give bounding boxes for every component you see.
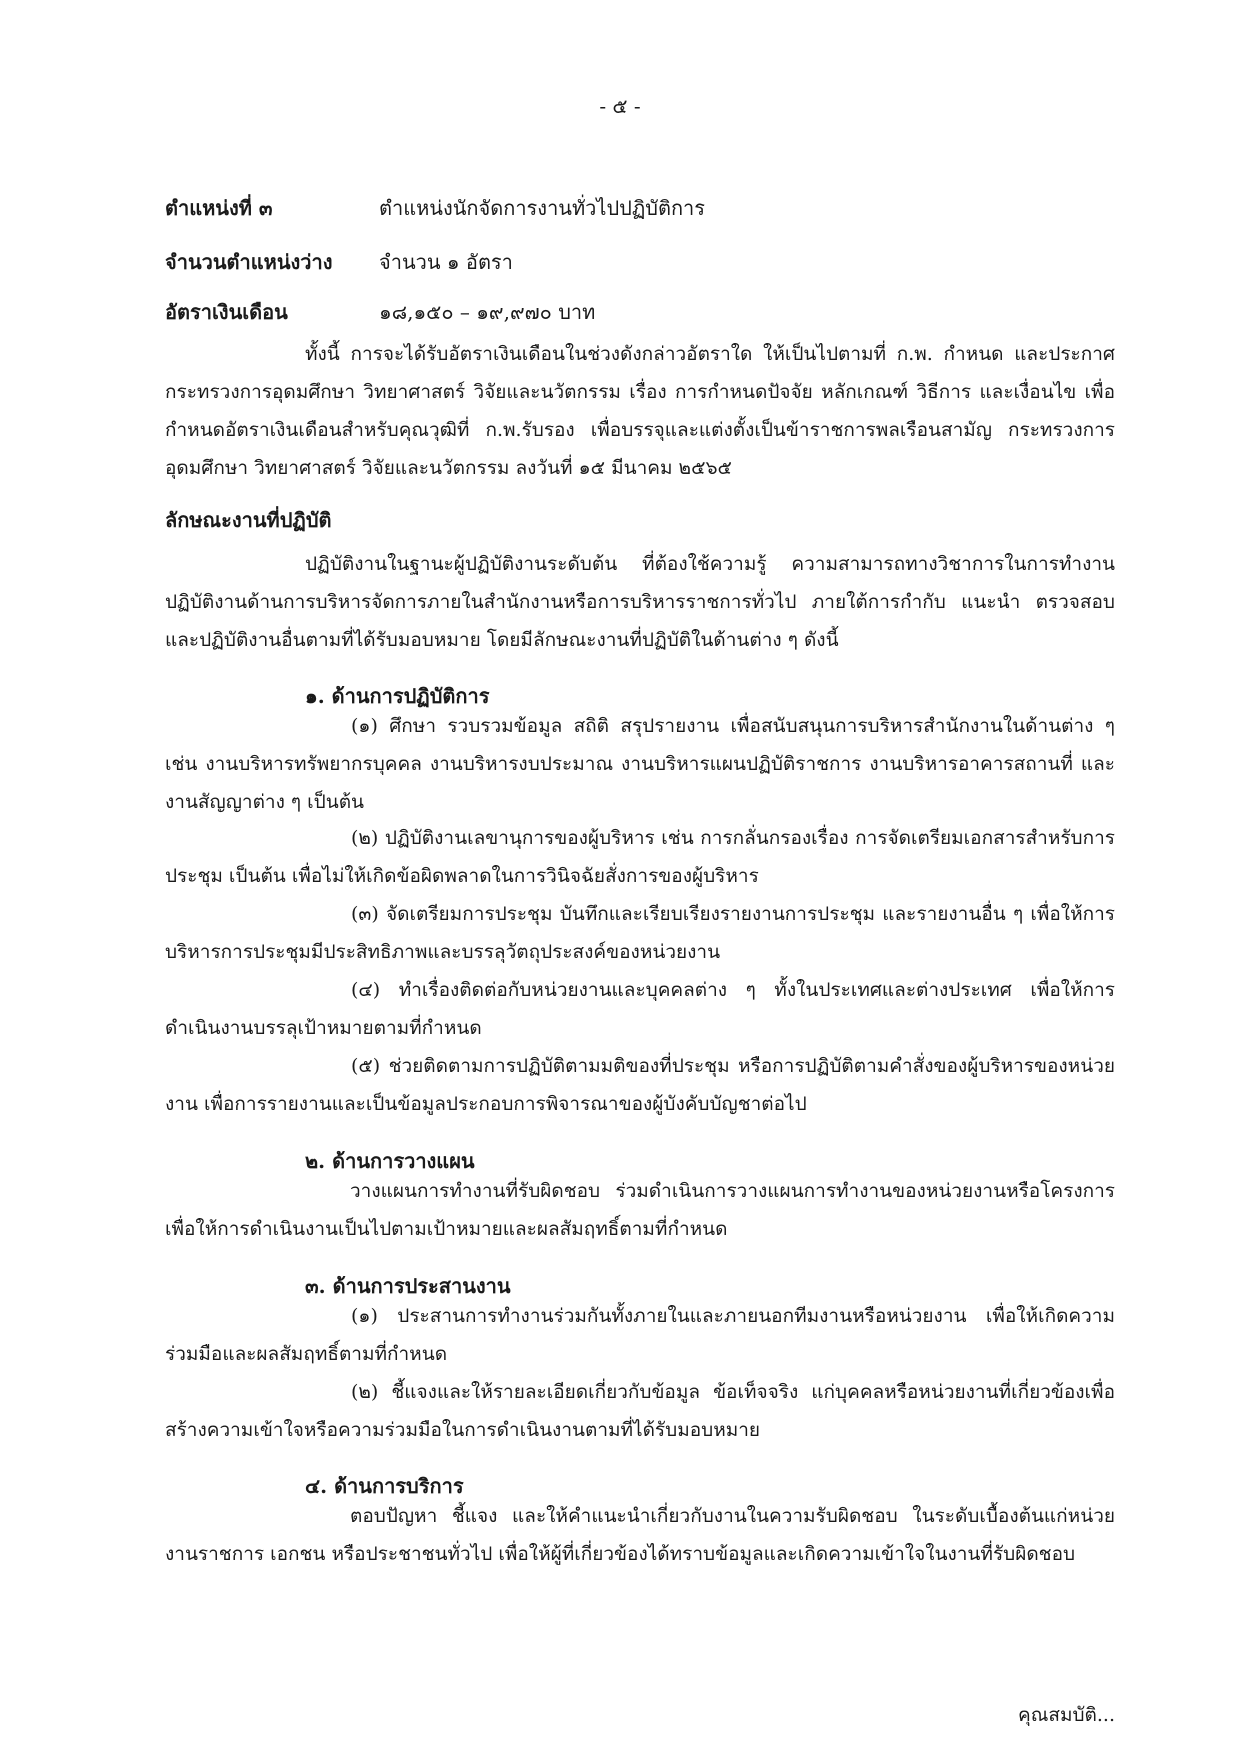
continuation-text: คุณสมบัติ... [1018,1704,1115,1726]
position-label: ตำแหน่งที่ ๓ [165,196,273,220]
section1-item-3: (๓) จัดเตรียมการประชุม บันทึกและเรียบเรียงรายงานการประชุม และรายงานอื่น ๆ เพื่อให้การบริหารการประชุมมีประสิทธิภาพและบรรลุวัตถุประสงค์ของหน่วยงาน [165,903,1115,963]
section4-text: ตอบปัญหา ชี้แจง และให้คำแนะนำเกี่ยวกับงานในความรับผิดชอบ ในระดับเบื้องต้นแก่หน่วยงานราชการ เอกชน หรือประชาชนทั่วไป เพื่อให้ผู้ที่เกี่ยวข้องได้ทราบข้อมูลและเกิดความเข้าใจในงานที่รับผิดชอบ [165,1505,1115,1565]
section2-title: ๒. ด้านการวางแผน [305,1149,475,1173]
salary-note: ทั้งนี้ การจะได้รับอัตราเงินเดือนในช่วงดังกล่าวอัตราใด ให้เป็นไปตามที่ ก.พ. กำหนด และประกาศกระทรวงการอุดมศึกษา วิทยาศาสตร์ วิจัยและนวัตกรรม เรื่อง การกำหนดปัจจัย หลักเกณฑ์ วิธีการ และเงื่อนไข เพื่อกำหนดอัตราเงินเดือนสำหรับคุณวุฒิที่ ก.พ.รับรอง เพื่อบรรจุและแต่งตั้งเป็นข้าราชการพลเรือนสามัญ กระทรวงการอุดมศึกษา วิทยาศาสตร์ วิจัยและนวัตกรรม ลงวันที่ ๑๕ มีนาคม ๒๕๖๕ [165,343,1115,479]
section1-item-5: (๕) ช่วยติดตามการปฏิบัติตามมติของที่ประชุม หรือการปฏิบัติตามคำสั่งของผู้บริหารของหน่วยงาน เพื่อการรายงานและเป็นข้อมูลประกอบการพิจารณาของผู้บังคับบัญชาต่อไป [165,1055,1115,1115]
section4-title: ๔. ด้านการบริการ [305,1474,464,1498]
duties-intro: ปฏิบัติงานในฐานะผู้ปฏิบัติงานระดับต้น ที่ต้องใช้ความรู้ ความสามารถทางวิชาการในการทำงาน ปฏิบัติงานด้านการบริหารจัดการภายในสำนักงานหรือการบริหารราชการทั่วไป ภายใต้การกำกับ แนะนำ ตรวจสอบ และปฏิบัติงานอื่นตามที่ได้รับมอบหมาย โดยมีลักษณะงานที่ปฏิบัติในด้านต่าง ๆ ดังนี้ [165,553,1115,651]
section1-item-1: (๑) ศึกษา รวบรวมข้อมูล สถิติ สรุปรายงาน เพื่อสนับสนุนการบริหารสำนักงานในด้านต่าง ๆ เช่น งานบริหารทรัพยากรบุคคล งานบริหารงบประมาณ งานบริหารแผนปฏิบัติราชการ งานบริหารอาคารสถานที่ และงานสัญญาต่าง ๆ เป็นต้น [165,715,1115,813]
salary-label: อัตราเงินเดือน [165,300,288,324]
section2-text: วางแผนการทำงานที่รับผิดชอบ ร่วมดำเนินการวางแผนการทำงานของหน่วยงานหรือโครงการ เพื่อให้การดำเนินงานเป็นไปตามเป้าหมายและผลสัมฤทธิ์ตามที่กำหนด [165,1180,1115,1240]
section1-item-4: (๔) ทำเรื่องติดต่อกับหน่วยงานและบุคคลต่าง ๆ ทั้งในประเทศและต่างประเทศ เพื่อให้การดำเนินงานบรรลุเป้าหมายตามที่กำหนด [165,979,1115,1039]
position-value: ตำแหน่งนักจัดการงานทั่วไปปฏิบัติการ [379,196,706,220]
section1-item-2: (๒) ปฏิบัติงานเลขานุการของผู้บริหาร เช่น การกลั่นกรองเรื่อง การจัดเตรียมเอกสารสำหรับการประชุม เป็นต้น เพื่อไม่ให้เกิดข้อผิดพลาดในการวินิจฉัยสั่งการของผู้บริหาร [165,827,1115,887]
vacancy-value: จำนวน ๑ อัตรา [379,250,513,274]
page-number: - ๕ - [599,94,641,118]
section3-item-1: (๑) ประสานการทำงานร่วมกันทั้งภายในและภายนอกทีมงานหรือหน่วยงาน เพื่อให้เกิดความร่วมมือและผลสัมฤทธิ์ตามที่กำหนด [165,1305,1115,1365]
duties-heading: ลักษณะงานที่ปฏิบัติ [165,508,332,532]
section3-title: ๓. ด้านการประสานงาน [305,1274,511,1298]
section3-item-2: (๒) ชี้แจงและให้รายละเอียดเกี่ยวกับข้อมูล ข้อเท็จจริง แก่บุคคลหรือหน่วยงานที่เกี่ยวข้องเพื่อสร้างความเข้าใจหรือความร่วมมือในการดำเนินงานตามที่ได้รับมอบหมาย [165,1381,1115,1441]
vacancy-label: จำนวนตำแหน่งว่าง [165,250,333,274]
section1-title: ๑. ด้านการปฏิบัติการ [305,684,490,708]
salary-value: ๑๘,๑๕๐ – ๑๙,๙๗๐ บาท [379,300,596,324]
